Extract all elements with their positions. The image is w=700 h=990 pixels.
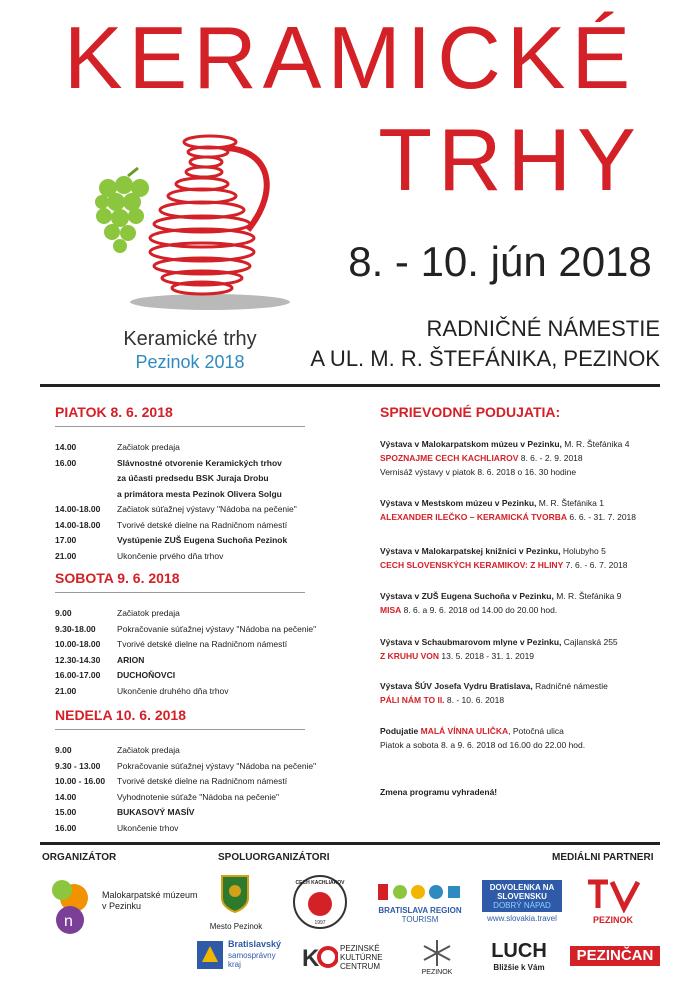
schedule-row — [55, 805, 345, 819]
day-divider — [55, 426, 305, 427]
logo-title: Keramické trhy — [123, 328, 257, 350]
event-venue: Výstava v Mestskom múzeu v Pezinku, — [380, 498, 537, 508]
bottom-divider — [40, 842, 660, 845]
schedule-row — [55, 471, 345, 485]
event-note: Vernisáž výstavy v piatok 8. 6. 2018 o 16. 30 hodine — [380, 467, 577, 477]
event-line — [380, 694, 670, 707]
event-address: M. R. Štefánika 4 — [561, 439, 630, 449]
event-venue: Výstava v Malokarpatskom múzeu v Pezinku, — [380, 439, 562, 449]
event-line — [380, 590, 670, 603]
schedule-description: Ukončenie druhého dňa trhov — [117, 685, 229, 696]
event-dates: 8. 6. - 2. 9. 2018 — [518, 453, 583, 463]
schedule-row — [55, 759, 345, 773]
schedule-row — [55, 518, 345, 532]
schedule-description: Vyhodnotenie súťaže "Nádoba na pečenie" — [117, 791, 280, 802]
event-title: ALEXANDER ILEČKO – KERAMICKÁ TVORBA — [380, 512, 568, 522]
kc-text-3: CENTRUM — [340, 962, 380, 971]
schedule-time: 9.30-18.00 — [55, 623, 96, 634]
schedule-row — [55, 821, 345, 835]
schedule-time: 16.00-17.00 — [55, 670, 101, 680]
event-address: , Potočná ulica — [508, 726, 564, 736]
venue-line-1: RADNIČNÉ NÁMESTIE — [426, 316, 660, 341]
schedule-description: za účasti predsedu BSK Juraja Drobu — [117, 473, 269, 483]
schedule-row — [55, 440, 345, 454]
schedule-description: Ukončenie trhov — [117, 822, 179, 833]
schedule-time: 21.00 — [55, 550, 77, 561]
schedule-time: 14.00 — [55, 442, 77, 452]
event-venue: Výstava v Malokarpatskej knižnici v Pezinku, — [380, 546, 561, 556]
schedule-row — [55, 533, 345, 547]
logo-subtitle: Pezinok 2018 — [135, 352, 245, 372]
schedule-description: ARION — [117, 654, 145, 665]
schedule-row — [55, 487, 345, 501]
svg-text:K: K — [302, 945, 320, 972]
event-title: PÁLI NÁM TO II. — [380, 695, 445, 705]
kc-text-2: KULTÚRNE — [340, 953, 383, 962]
schedule-description: Pokračovanie súťažnej výstavy "Nádoba na pečenie" — [117, 623, 317, 634]
event-address: Holubyho 5 — [560, 546, 606, 556]
event-line — [380, 559, 670, 572]
bsk-text-1: Bratislavský — [228, 939, 282, 949]
dovolenka-line-2: SLOVENSKU — [497, 892, 547, 901]
schedule-description: DUCHOŇOVCI — [117, 670, 176, 680]
event-address: Cajlanská 255 — [561, 637, 618, 647]
pezinok-tv-text: PEZINOK — [592, 915, 633, 925]
schedule-time: 12.30-14.30 — [55, 654, 101, 665]
event-line — [380, 636, 670, 649]
pezinok-small-text: PEZINOK — [421, 969, 453, 976]
schedule-time: 9.00 — [55, 608, 72, 618]
schedule-description: Tvorivé detské dielne na Radničnom námestí — [117, 776, 288, 786]
event-title: MISA — [380, 605, 402, 615]
footer-media-label: MEDIÁLNI PARTNERI — [552, 852, 654, 863]
schedule-row — [55, 637, 345, 651]
event-line — [380, 725, 670, 738]
schedule-time: 16.00 — [55, 457, 77, 468]
event-line — [380, 650, 670, 663]
schedule-row — [55, 668, 345, 682]
schedule-time: 14.00-18.00 — [55, 504, 101, 514]
schedule-row — [55, 684, 345, 698]
pezinok-tv-icon — [586, 878, 640, 914]
cech-logo-text: CECH KACHLIAROV — [295, 880, 345, 886]
day-heading-friday: PIATOK 8. 6. 2018 — [55, 404, 173, 420]
tourism-text: TOURISM — [401, 915, 439, 924]
title-line-2: TRHY — [378, 110, 642, 209]
event-line — [380, 604, 670, 617]
event-line — [380, 511, 670, 524]
schedule-time: 9.00 — [55, 745, 72, 755]
event-title: CECH SLOVENSKÝCH KERAMIKOV: Z HLINY — [380, 560, 564, 570]
schedule-description: Slávnostné otvorenie Keramických trhov — [117, 457, 282, 468]
schedule-description: Začiatok súťažnej výstavy "Nádoba na pečenie" — [117, 504, 297, 514]
schedule-description: Začiatok predaja — [117, 608, 180, 618]
schedule-time: 16.00 — [55, 822, 77, 833]
event-line — [380, 545, 670, 558]
day-divider — [55, 592, 305, 593]
bratislava-region-text: BRATISLAVA REGION — [378, 906, 462, 915]
event-venue: Výstava v Schaubmarovom mlyne v Pezinku, — [380, 637, 562, 647]
slovakia-banner — [482, 880, 562, 912]
schedule-row — [55, 743, 345, 757]
schedule-description: Vystúpenie ZUŠ Eugena Suchoňa Pezinok — [117, 535, 288, 545]
program-note: Zmena programu vyhradená! — [380, 787, 498, 797]
event-dates: Piatok a sobota 8. a 9. 6. 2018 od 16.00 do 22.00 hod. — [380, 740, 586, 750]
dovolenka-line-1: DOVOLENKA NA — [489, 883, 555, 892]
schedule-description: Pokračovanie súťažnej výstavy "Nádoba na pečenie" — [117, 760, 317, 771]
event-line — [380, 497, 670, 510]
bsk-text-3: kraj — [228, 960, 241, 969]
schedule-description: Ukončenie prvého dňa trhov — [117, 550, 224, 561]
event-dates: 8. 6. a 9. 6. 2018 od 14.00 do 20.00 hod. — [401, 605, 558, 615]
town-crest-icon — [220, 874, 250, 914]
schedule-description: BUKASOVÝ MASÍV — [117, 807, 195, 817]
bratislava-region-icons — [376, 880, 464, 902]
luch-tagline: Bližšie k Vám — [493, 963, 545, 972]
title-line-1: KERAMICKÉ — [63, 8, 637, 107]
event-line — [380, 466, 670, 479]
event-line — [380, 680, 670, 693]
schedule-description: Tvorivé detské dielne na Radničnom námestí — [117, 519, 288, 530]
event-address: M. R. Štefánika 1 — [536, 498, 604, 508]
schedule-time: 10.00 - 16.00 — [55, 776, 106, 786]
event-line — [380, 739, 670, 752]
event-address: Radničné námestie — [532, 681, 608, 691]
slovakia-url: www.slovakia.travel — [487, 914, 557, 923]
schedule-row — [55, 549, 345, 563]
schedule-time: 21.00 — [55, 685, 77, 696]
pezincan-logo: PEZINČAN — [570, 946, 660, 966]
schedule-time: 14.00-18.00 — [55, 519, 101, 530]
jug-shadow — [130, 294, 290, 310]
event-dates: 8. - 10. 6. 2018 — [444, 695, 505, 705]
svg-text:n: n — [64, 913, 73, 930]
event-venue: Výstava ŠÚV Josefa Vydru Bratislava, — [380, 681, 533, 691]
schedule-time: 10.00-18.00 — [55, 639, 101, 649]
schedule-time: 14.00 — [55, 791, 77, 802]
venue-line-2: A UL. M. R. ŠTEFÁNIKA, PEZINOK — [310, 346, 660, 371]
schedule-row — [55, 774, 345, 788]
day-heading-saturday: SOBOTA 9. 6. 2018 — [55, 570, 180, 586]
event-address: M. R. Štefánika 9 — [553, 591, 622, 601]
schedule-description: Začiatok predaja — [117, 745, 180, 755]
event-dates: 8. - 10. jún 2018 — [348, 238, 652, 285]
town-logo-text: Mesto Pezinok — [209, 922, 263, 931]
luch-logo: LUCH — [491, 940, 547, 962]
bsk-crest-icon — [196, 940, 224, 970]
museum-logo-text: Malokarpatské múzeum v Pezinku — [102, 890, 198, 911]
grapes-icon — [95, 176, 149, 253]
event-title: SPOZNAJME CECH KACHLIAROV — [380, 453, 519, 463]
museum-logo-icon — [40, 870, 102, 940]
day-heading-sunday: NEDEĽA 10. 6. 2018 — [55, 707, 186, 723]
pezinok-snowflake-icon — [416, 938, 458, 968]
event-highlight: MALÁ VÍNNA ULIČKA — [420, 726, 509, 736]
event-dates: 13. 5. 2018 - 31. 1. 2019 — [439, 651, 535, 661]
jug-icon — [150, 136, 267, 294]
schedule-row — [55, 456, 345, 470]
schedule-row — [55, 606, 345, 620]
event-title: Z KRUHU VON — [380, 651, 440, 661]
day-divider — [55, 729, 305, 730]
event-venue: Výstava v ZUŠ Eugena Suchoňa v Pezinku, — [380, 591, 554, 601]
dovolenka-line-3: DOBRÝ NÁPAD — [493, 901, 551, 910]
schedule-description: a primátora mesta Pezinok Olivera Solgu — [117, 488, 282, 499]
cech-logo-year: 1997 — [314, 920, 326, 926]
footer-organizer-label: ORGANIZÁTOR — [42, 852, 117, 863]
top-divider — [40, 384, 660, 387]
schedule-description: Tvorivé detské dielne na Radničnom námestí — [117, 639, 288, 649]
event-venue: Podujatie — [380, 726, 421, 736]
kc-logo-icon — [302, 942, 338, 972]
schedule-row — [55, 622, 345, 636]
footer-coorganizers-label: SPOLUORGANIZÁTORI — [218, 852, 330, 863]
schedule-time: 15.00 — [55, 807, 77, 817]
schedule-description: Začiatok predaja — [117, 442, 180, 452]
schedule-row — [55, 502, 345, 516]
schedule-time: 9.30 - 13.00 — [55, 760, 101, 771]
schedule-row — [55, 653, 345, 667]
event-line — [380, 438, 670, 451]
schedule-row — [55, 790, 345, 804]
kc-text-1: PEZINSKÉ — [340, 944, 380, 953]
event-dates: 6. 6. - 31. 7. 2018 — [567, 512, 637, 522]
side-events-heading: SPRIEVODNÉ PODUJATIA: — [380, 404, 561, 420]
jug-grapes-illustration — [90, 130, 290, 315]
bsk-text-2: samosprávny — [228, 951, 276, 960]
event-line — [380, 452, 670, 465]
schedule-time: 17.00 — [55, 535, 77, 545]
event-dates: 7. 6. - 6. 7. 2018 — [563, 560, 628, 570]
